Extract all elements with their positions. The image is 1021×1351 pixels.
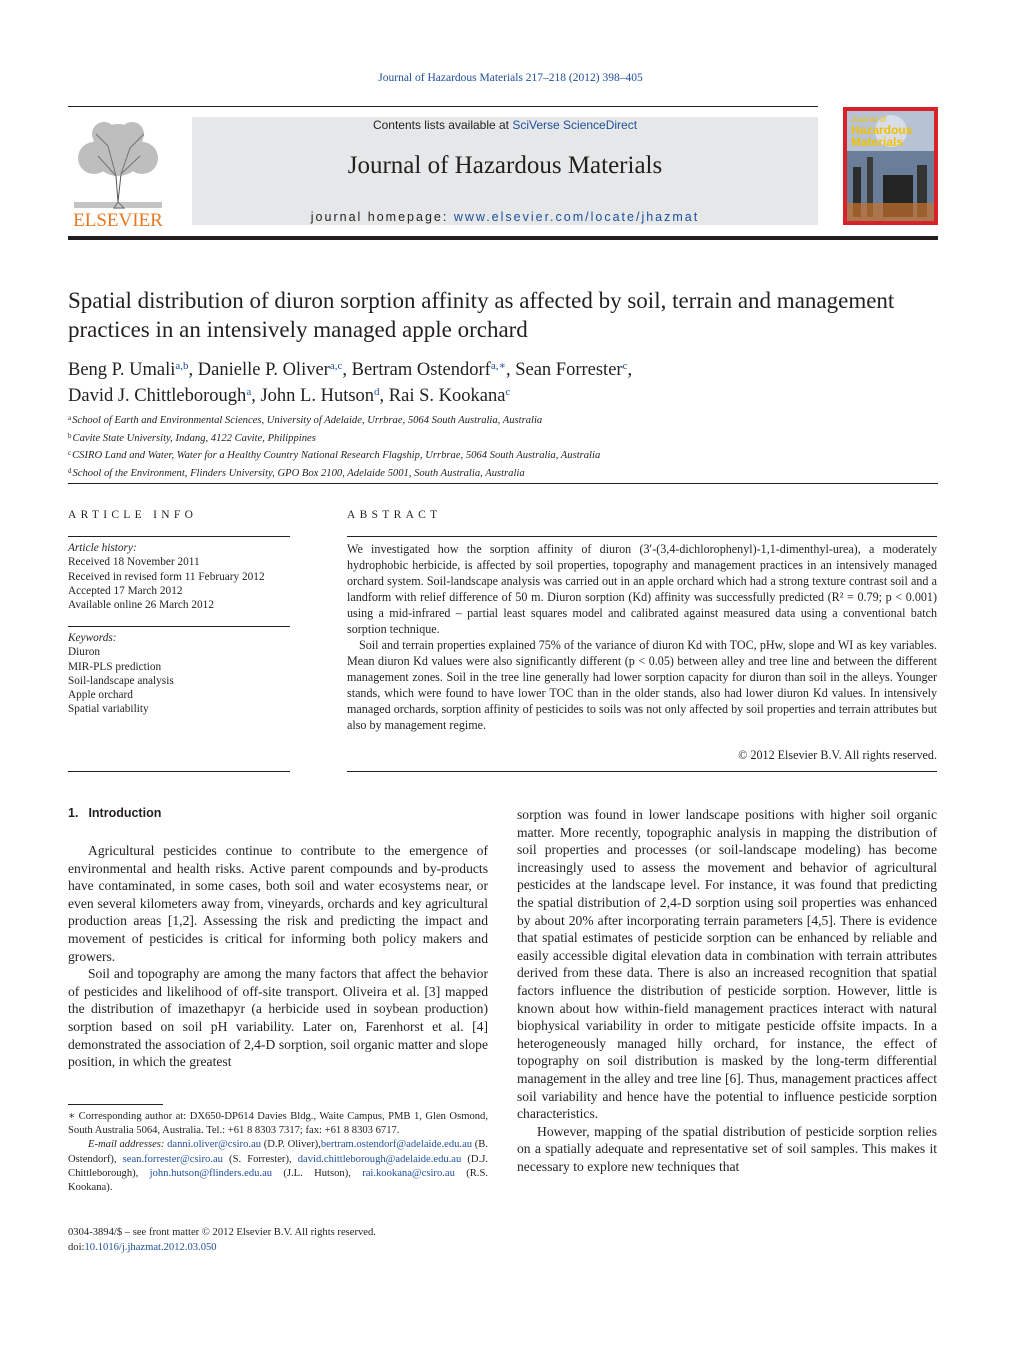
abstract-paragraph: We investigated how the sorption affinity of diuron (3′-(3,4-dichlorophenyl)-1,1-dimenthyl-urea), a moderately hydrophobic herbicide, is affected by soil properties, topography and management practices in an intensively managed orchard system. Soil-landscape analysis was carried out in an apple orchard which had a strong texture contrast soil and a landform with relief difference of 50 m. Diuron sorption (Kd) affinity was successfully predicted (R² = 0.79; p < 0.001) using a mid-infrared – partial least squares model and calibrated against measured data using a conventional batch sorption technique. [347, 542, 937, 636]
author-separator: , [251, 386, 261, 406]
journal-cover-image [843, 107, 938, 225]
svg-text:Journal of: Journal of [851, 115, 887, 124]
footnote-rule [68, 1104, 163, 1105]
journal-reference-text[interactable]: Journal of Hazardous Materials 217–218 (2012) 398–405 [378, 72, 643, 84]
affiliation-line [68, 411, 948, 429]
body-paragraph: Soil and topography are among the many factors that affect the behavior of pesticides and likelihood of off-site transport. Oliveira et al. [3] mapped the distribution of imazethapyr (a herbicide used in soybean production) sorption based on soil pH variability. Later on, Farenhorst et al. [4] demonstrated the association of 2,4-D sorption, soil organic matter and slope position, in which the greatest [68, 966, 488, 1070]
rule [347, 536, 937, 537]
header-divider [68, 483, 938, 484]
author-name[interactable]: David J. Chittleborough [68, 386, 247, 406]
header-rule [68, 106, 818, 107]
author-affiliation-marker[interactable]: a,c [329, 360, 343, 372]
body-paragraph: Agricultural pesticides continue to contribute to the emergence of environmental and health risks. Active parent compounds and by-products have contaminated, in some cases, both soil and water ecosystems near, or even several kilometers away from, vineyards, orchards and key agricultural production areas [1,2]. Assessing the risk and predicting the impact and movement of pesticides is critical for informing both policy makers and growers. [68, 843, 488, 964]
journal-title: Journal of Hazardous Materials [347, 152, 663, 179]
history-label: Article history: [68, 542, 137, 554]
author-affiliation-marker[interactable]: a [246, 386, 252, 398]
section-title: Introduction [88, 806, 162, 820]
elsevier-tree-icon [68, 116, 168, 228]
body-paragraph: sorption was found in lower landscape positions with higher soil organic matter. More recently, topographic analysis in mapping the distribution of soil properties and processes (or soil-landscape modeling) has become increasingly used to assess the movement and behavior of agricultural pesticides at the landscape level. For instance, it was found that predicting the spatial distribution of 2,4-D sorption using soil properties was enhanced by about 20% after incorporating terrain parameters [4,5]. There is evidence that spatial estimates of pesticide sorption can be enhanced by reliable and easily accessible digital elevation data in combination with terrain attributes derived from these data. There is also an increased recognition that spatial factors influence the distribution of pesticide sorption. However, little is known about how within-field management practices interact with natural biophysical variability in order to mitigate pesticide offsite impacts. In a heterogeneously managed hilly orchard, for instance, the effect of topography on soil distribution is masked by the long-term differential management in the alley and tree line [6]. Thus, management practices affect soil variability and hence have the potential to influence pesticide sorption characteristics. [517, 807, 937, 1122]
author-separator: , [627, 360, 633, 380]
corresponding-author: ∗ Corresponding author at: DX650-DP614 Davies Bldg., Waite Campus, PMB 1, Glen Osmond, South Australia 5064, Australia. Tel.: +61 8 8303 7317; fax: +61 8 8303 6717. [68, 1111, 488, 1137]
article-title: Spatial distribution of diuron sorption affinity as affected by soil, terrain and management practices in an intensively managed apple orchard [68, 288, 895, 342]
author-name[interactable]: Rai S. Kookana [388, 386, 506, 406]
abstract-paragraph: Soil and terrain properties explained 75% of the variance of diuron Kd with TOC, pHw, slope and WI as key variables. Mean diuron Kd values were also significantly different (p < 0.05) between alley and tree line and between the different management zones. Soil in the tree line generally had lower sorption capacity for diuron than soil in the alleys. Younger stands, which were found to have lower TOC than in the older stands, also had lower diuron Kd values. In intensively managed orchards, sorption affinity of pesticides to soils was not only affected by soil properties and terrain attributes but also by management regime. [347, 638, 937, 732]
front-matter [68, 1226, 488, 1255]
author-separator: , [188, 360, 198, 380]
homepage-link[interactable]: www.elsevier.com/locate/jhazmat [453, 210, 700, 224]
author-name[interactable]: Beng P. Umali [68, 360, 176, 380]
email-owner: (D.J. Chittleborough), [68, 1153, 488, 1179]
rule [68, 626, 290, 627]
svg-text:Hazardous: Hazardous [851, 123, 913, 137]
rule [68, 536, 290, 537]
affiliation-text: School of Earth and Environmental Sciences, University of Adelaide, Urrbrae, 5064 South Australia, Australia [72, 415, 543, 426]
author-separator: , [505, 360, 516, 380]
doi-line: doi:10.1016/j.jhazmat.2012.03.050 [68, 1241, 217, 1253]
history-item: Available online 26 March 2012 [68, 599, 214, 612]
email-owner: (R.S. Kookana). [68, 1167, 488, 1194]
author-list [68, 355, 948, 407]
keywords-label: Keywords: [68, 632, 117, 644]
abstract-heading: ABSTRACT [347, 509, 442, 521]
affiliation-key: c [68, 449, 72, 457]
elsevier-wordmark: ELSEVIER [73, 210, 163, 228]
affiliation-text: Cavite State University, Indang, 4122 Cavite, Philippines [72, 432, 316, 444]
author-name[interactable]: John L. Hutson [260, 386, 375, 406]
doi-link[interactable]: 10.1016/j.jhazmat.2012.03.050 [84, 1241, 217, 1253]
body-column-left [68, 842, 488, 1071]
rule [347, 771, 937, 772]
author-name[interactable]: Sean Forrester [515, 360, 623, 380]
email-link[interactable]: rai.kookana@csiro.au [362, 1167, 455, 1179]
keyword-item: Apple orchard [68, 689, 133, 702]
email-link[interactable]: sean.forrester@csiro.au [122, 1153, 223, 1165]
journal-homepage: journal homepage: www.elsevier.com/locate/jhazmat [310, 210, 700, 224]
sciencedirect-link[interactable]: SciVerse ScienceDirect [512, 118, 638, 132]
journal-reference[interactable] [0, 72, 1021, 84]
author-affiliation-marker[interactable]: c [622, 360, 628, 372]
email-owner: (J.L. Hutson), [272, 1167, 363, 1179]
article-history [68, 541, 290, 612]
history-item: Received 18 November 2011 [68, 556, 200, 569]
copyright-notice: © 2012 Elsevier B.V. All rights reserved. [738, 748, 937, 762]
affiliation-line [68, 464, 948, 482]
body-column-right [517, 806, 937, 1175]
email-link[interactable]: david.chittleborough@adelaide.edu.au [297, 1153, 462, 1165]
journal-cover-thumbnail[interactable] [843, 107, 938, 225]
section-heading-introduction [68, 806, 161, 820]
author-affiliation-marker[interactable]: a,b [175, 360, 189, 372]
email-addresses [68, 1138, 488, 1195]
email-owner: (B. Ostendorf), [68, 1139, 489, 1165]
author-name[interactable]: Danielle P. Oliver [197, 360, 330, 380]
contents-line: Contents lists available at SciVerse ScienceDirect [372, 118, 638, 132]
affiliation-key: d [68, 466, 72, 475]
email-owner: (D.P. Oliver), [261, 1139, 321, 1151]
author-affiliation-marker[interactable]: d [374, 386, 380, 398]
email-link[interactable]: danni.oliver@csiro.au [167, 1139, 262, 1151]
abstract-body [347, 541, 937, 733]
author-affiliation-marker[interactable]: c [505, 386, 511, 398]
email-owner: (S. Forrester), [222, 1153, 298, 1165]
keyword-item: Diuron [68, 646, 101, 659]
corresponding-author-footnote [68, 1110, 488, 1195]
history-item: Accepted 17 March 2012 [68, 584, 183, 597]
affiliation-key: a [68, 414, 72, 422]
header-thick-rule [68, 236, 938, 240]
body-paragraph: However, mapping of the spatial distribution of pesticide sorption relies on a spatially adequate and representative set of soil samples. This makes it necessary to explore new techniques that [517, 1123, 937, 1174]
affiliation-line [68, 429, 948, 447]
affiliation-text: CSIRO Land and Water, Water for a Healthy Country National Research Flagship, Urrbrae, 5064 South Australia, Australia [72, 450, 601, 461]
affiliation-key: b [68, 431, 72, 440]
issn-line: 0304-3894/$ – see front matter © 2012 Elsevier B.V. All rights reserved. [68, 1227, 376, 1238]
section-number: 1. [68, 806, 79, 820]
keyword-item: MIR-PLS prediction [68, 660, 162, 673]
author-affiliation-marker[interactable]: a,∗ [490, 360, 506, 372]
history-item: Received in revised form 11 February 2012 [68, 570, 265, 583]
email-link[interactable]: bertram.ostendorf@adelaide.edu.au [320, 1139, 473, 1151]
elsevier-logo[interactable] [68, 116, 168, 228]
author-name[interactable]: Bertram Ostendorf [351, 360, 491, 380]
affiliations [68, 411, 948, 481]
keyword-item: Soil-landscape analysis [68, 674, 174, 687]
keyword-item: Spatial variability [68, 703, 149, 716]
article-info-heading: ARTICLE INFO [68, 509, 198, 521]
email-link[interactable]: john.hutson@flinders.edu.au [149, 1167, 273, 1179]
affiliation-text: School of the Environment, Flinders University, GPO Box 2100, Adelaide 5001, South Australia, Australia [72, 467, 525, 479]
author-separator: , [379, 386, 389, 406]
rule [68, 771, 290, 772]
author-separator: , [342, 360, 352, 380]
svg-text:Materials: Materials [851, 135, 904, 149]
email-label: E-mail addresses: [88, 1139, 168, 1151]
keywords [68, 631, 290, 717]
affiliation-line [68, 446, 948, 464]
